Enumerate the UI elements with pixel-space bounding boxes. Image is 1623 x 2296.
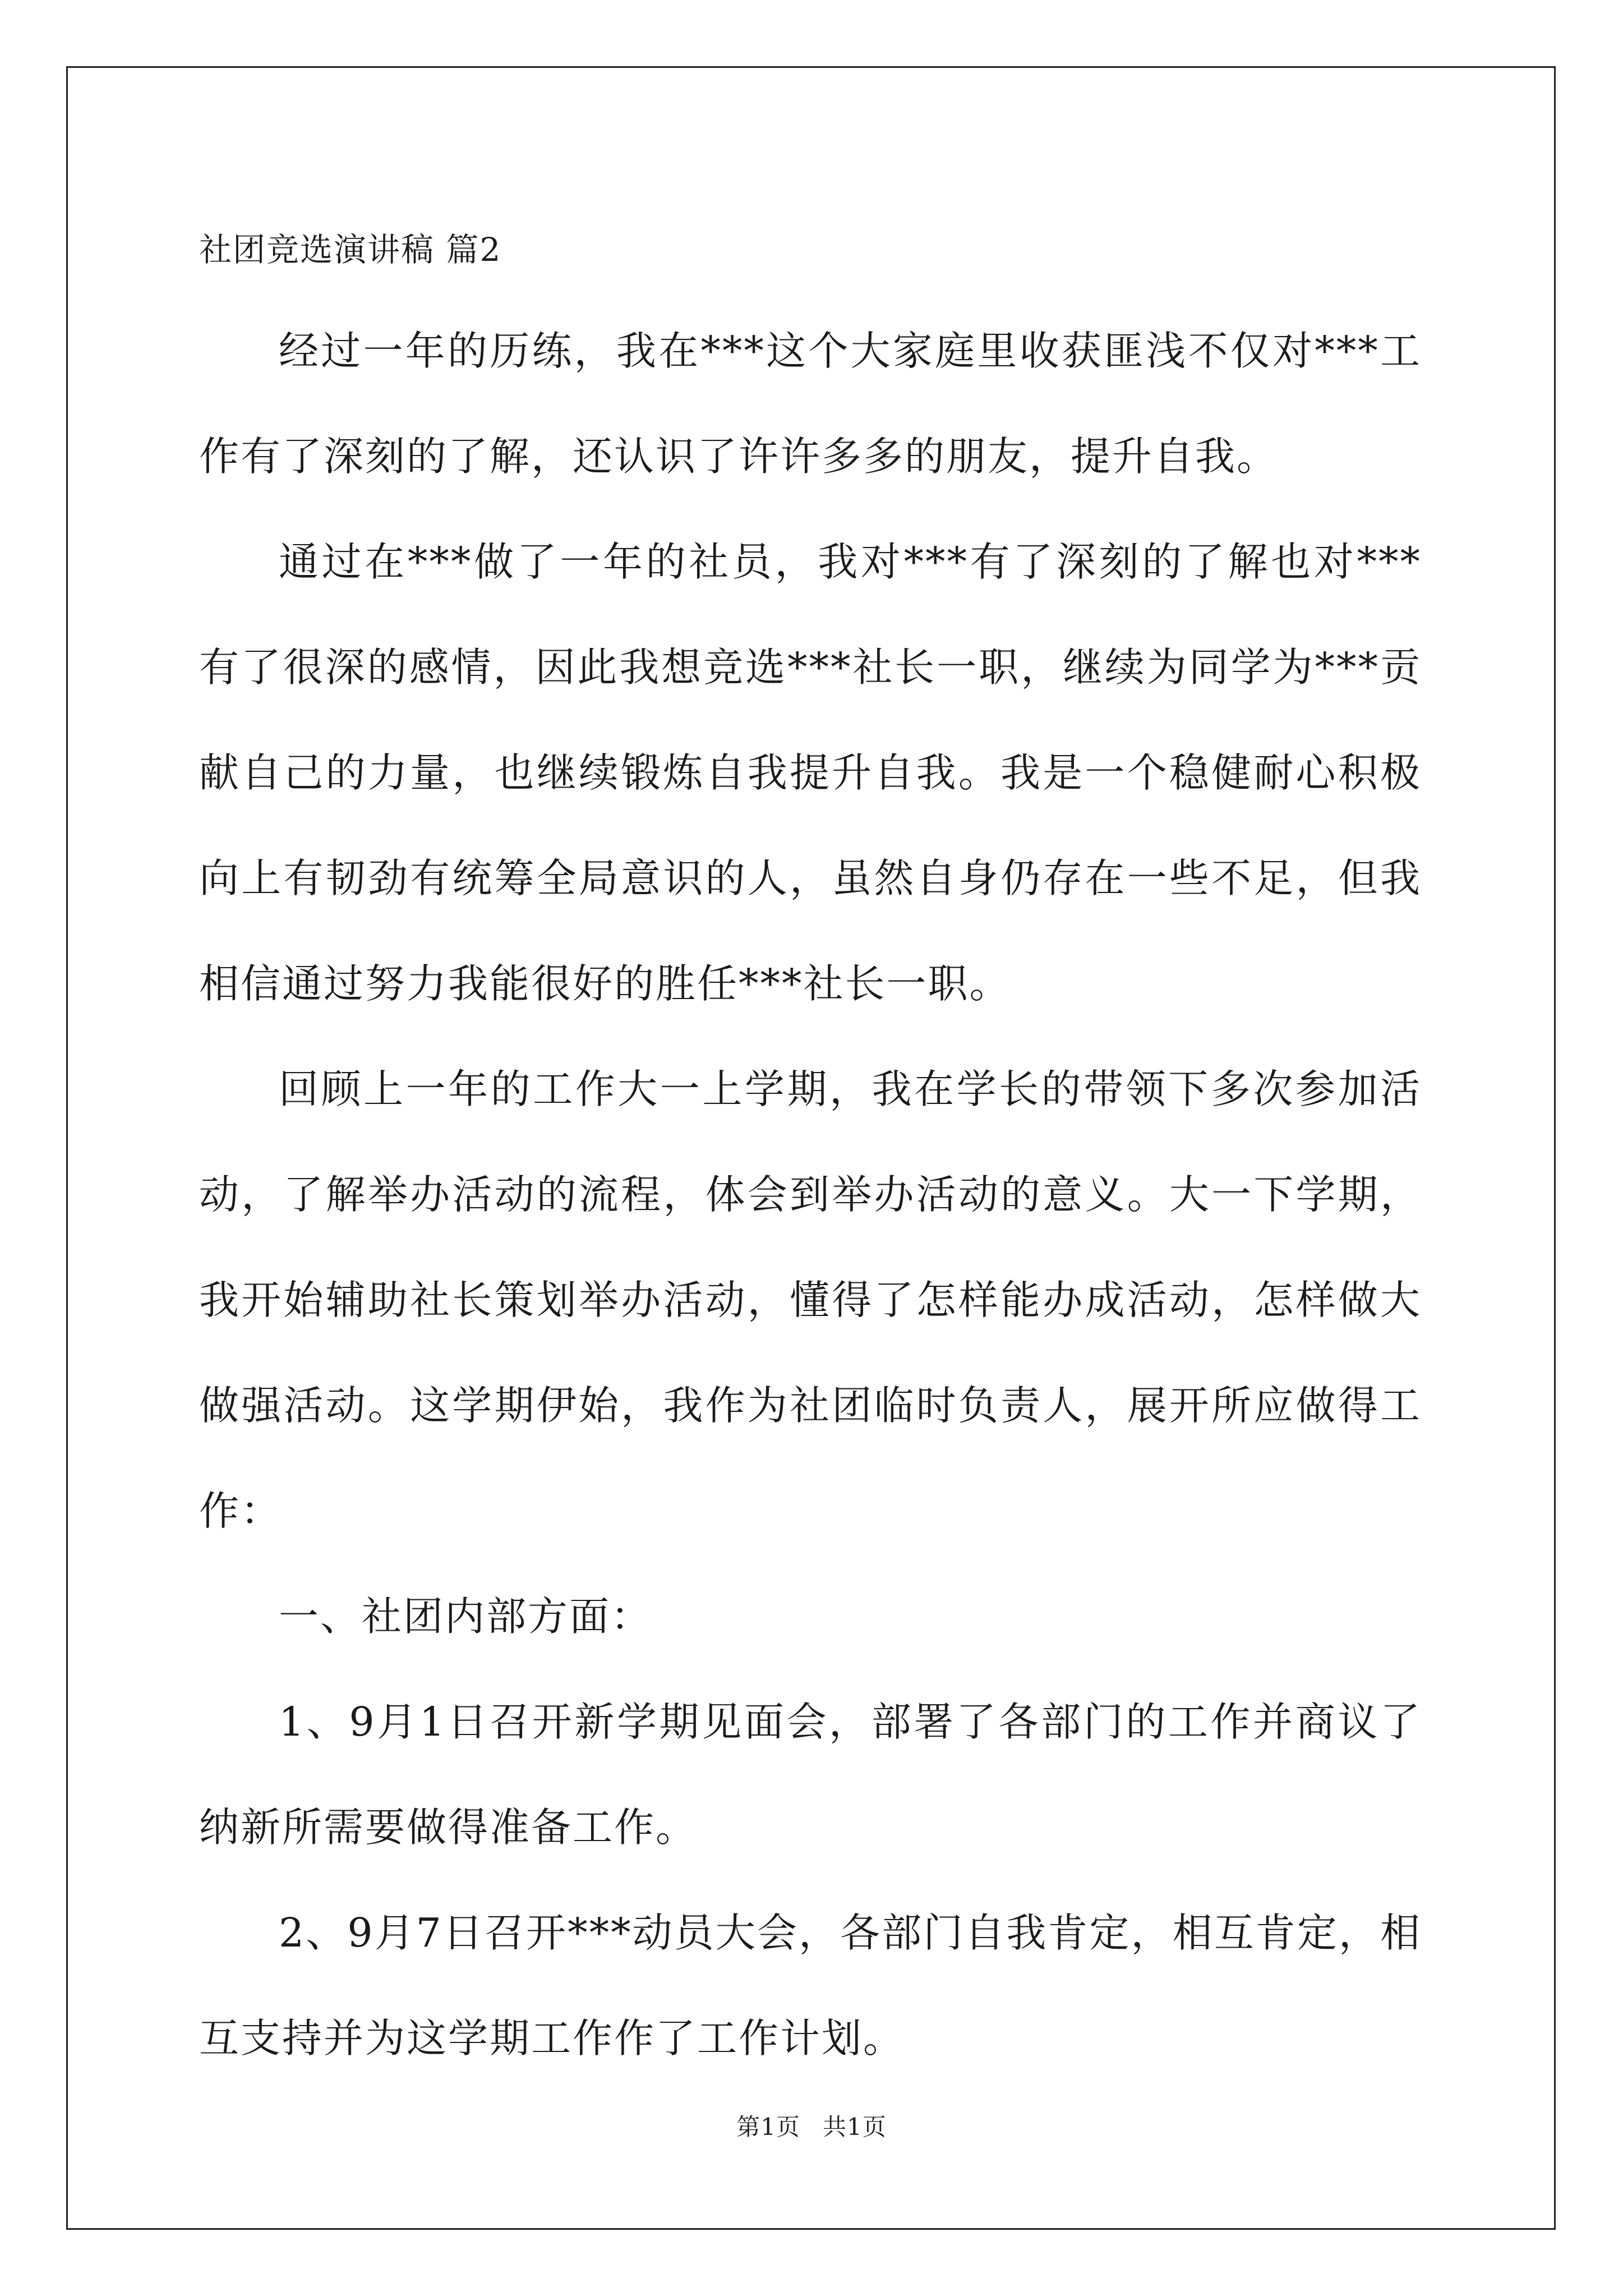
paragraph-2: 通过在***做了一年的社员，我对***有了深刻的了解也对***有了很深的感情，因此我想竞选***社长一职，继续为同学为***贡献自己的力量，也继续锻炼自我提升自我。我是一个稳健耐心积极向上有韧劲有统筹全局意识的人，虽然自身仍存在一些不足，但我相信通过努力我能很好的胜任***社长一职。: [199, 539, 1422, 1007]
paragraph-1: 经过一年的历练，我在***这个大家庭里收获匪浅不仅对***工作有了深刻的了解，还认识了许许多多的朋友，提升自我。: [199, 328, 1422, 480]
page-number-current: 第1页: [736, 2113, 800, 2141]
list-item-2: 2、9月7日召开***动员大会，各部门自我肯定，相互肯定，相互支持并为这学期工作作了工作计划。: [199, 1910, 1422, 2062]
page-number-total: 共1页: [823, 2113, 887, 2141]
paragraph-3: 回顾上一年的工作大一上学期，我在学长的带领下多次参加活动，了解举办活动的流程，体会到举办活动的意义。大一下学期，我开始辅助社长策划举办活动，懂得了怎样能办成活动，怎样做大做强活动。这学期伊始，我作为社团临时负责人，展开所应做得工作：: [199, 1066, 1422, 1534]
section-heading-internal: 一、社团内部方面：: [279, 1593, 653, 1640]
page-footer: [0, 2113, 1623, 2141]
document-body: [199, 222, 1422, 2091]
document-title: 社团竞选演讲稿 篇2: [199, 231, 502, 269]
list-item-1: 1、9月1日召开新学期见面会，部署了各部门的工作并商议了纳新所需要做得准备工作。: [199, 1699, 1422, 1851]
